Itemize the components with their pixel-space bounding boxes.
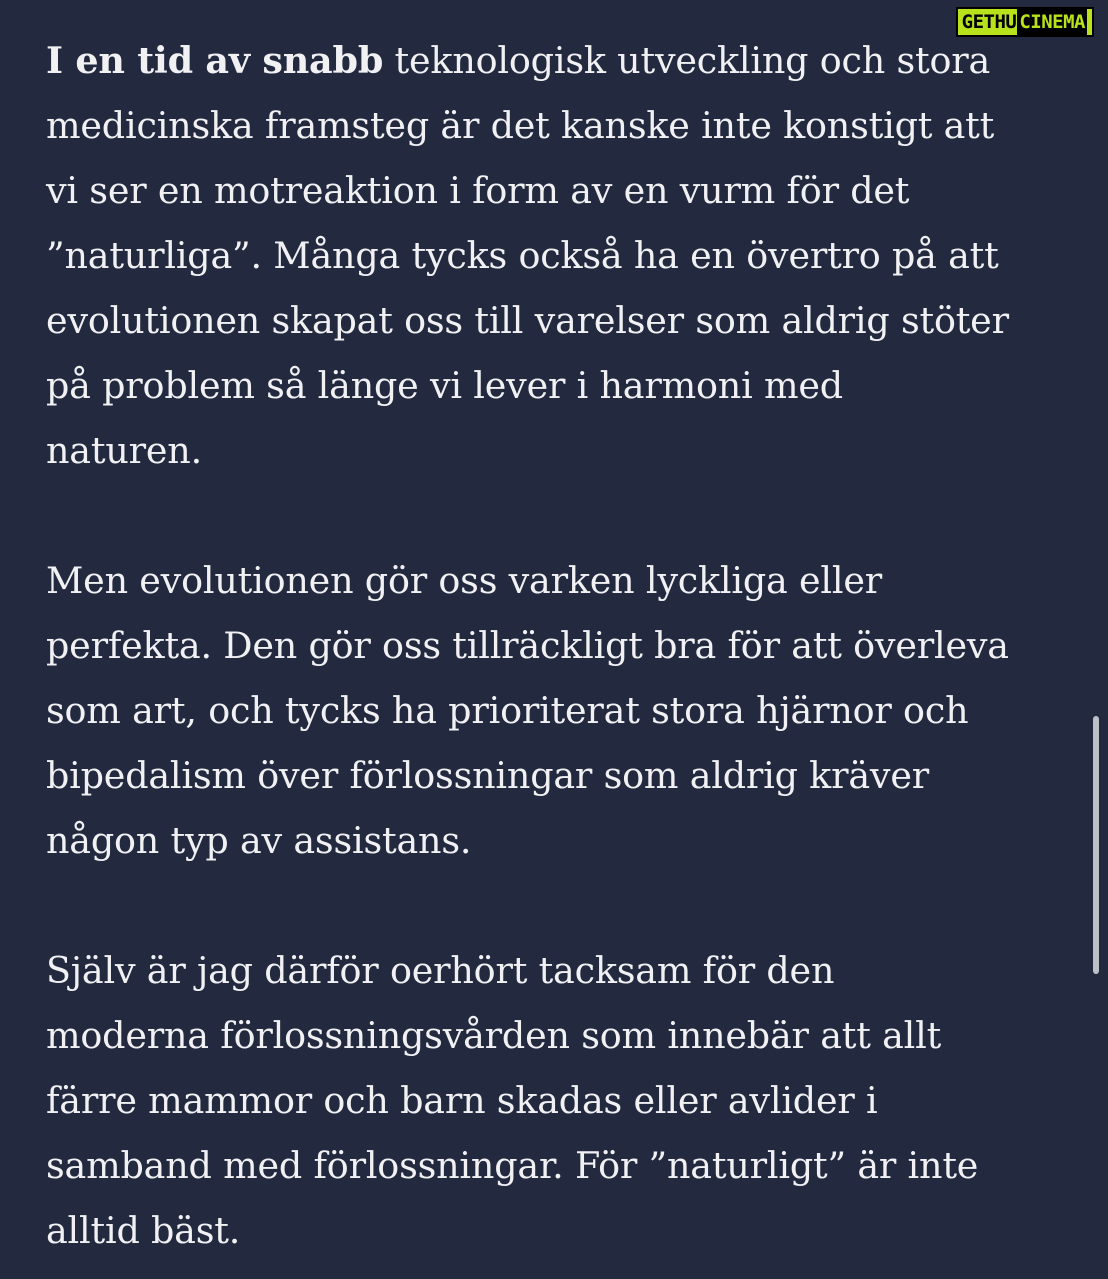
- lead-text: I en tid av snabb: [46, 39, 384, 82]
- paragraph-line: någon typ av assistans.: [46, 819, 472, 862]
- scrollbar-thumb[interactable]: [1093, 716, 1099, 974]
- paragraph-line: medicinska framsteg är det kanske inte konstigt att: [46, 104, 995, 147]
- paragraph-line: evolutionen skapat oss till varelser som aldrig stöter: [46, 299, 1009, 342]
- paragraph-1: [46, 28, 1076, 483]
- paragraph-3: [46, 938, 1076, 1263]
- paragraph-line: moderna förlossningsvården som innebär att allt: [46, 1014, 942, 1057]
- paragraph-line: [46, 28, 1076, 93]
- paragraph-line: bipedalism över förlossningar som aldrig kräver: [46, 754, 929, 797]
- watermark-text-cinema: CINEMA: [1019, 11, 1085, 33]
- paragraph-line: naturen.: [46, 429, 203, 472]
- paragraph-line: Själv är jag därför oerhört tacksam för den: [46, 949, 835, 992]
- paragraph-line: perfekta. Den gör oss tillräckligt bra för att överleva: [46, 624, 1009, 667]
- paragraph-2: [46, 548, 1076, 873]
- article-body: [46, 28, 1076, 1263]
- paragraph-line: färre mammor och barn skadas eller avlider i: [46, 1079, 878, 1122]
- paragraph-line: Men evolutionen gör oss varken lyckliga eller: [46, 559, 883, 602]
- paragraph-line: vi ser en motreaktion i form av en vurm för det: [46, 169, 910, 212]
- paragraph-line: på problem så länge vi lever i harmoni med: [46, 364, 843, 407]
- paragraph-line: samband med förlossningar. För ”naturligt” är inte: [46, 1144, 979, 1187]
- watermark-text-gethu: GETHU: [961, 11, 1017, 33]
- paragraph-line: som art, och tycks ha prioriterat stora hjärnor och: [46, 689, 969, 732]
- paragraph-line: ”naturliga”. Många tycks också ha en övertro på att: [46, 234, 999, 277]
- line-text: teknologisk utveckling och stora: [383, 39, 991, 82]
- paragraph-line: alltid bäst.: [46, 1209, 241, 1252]
